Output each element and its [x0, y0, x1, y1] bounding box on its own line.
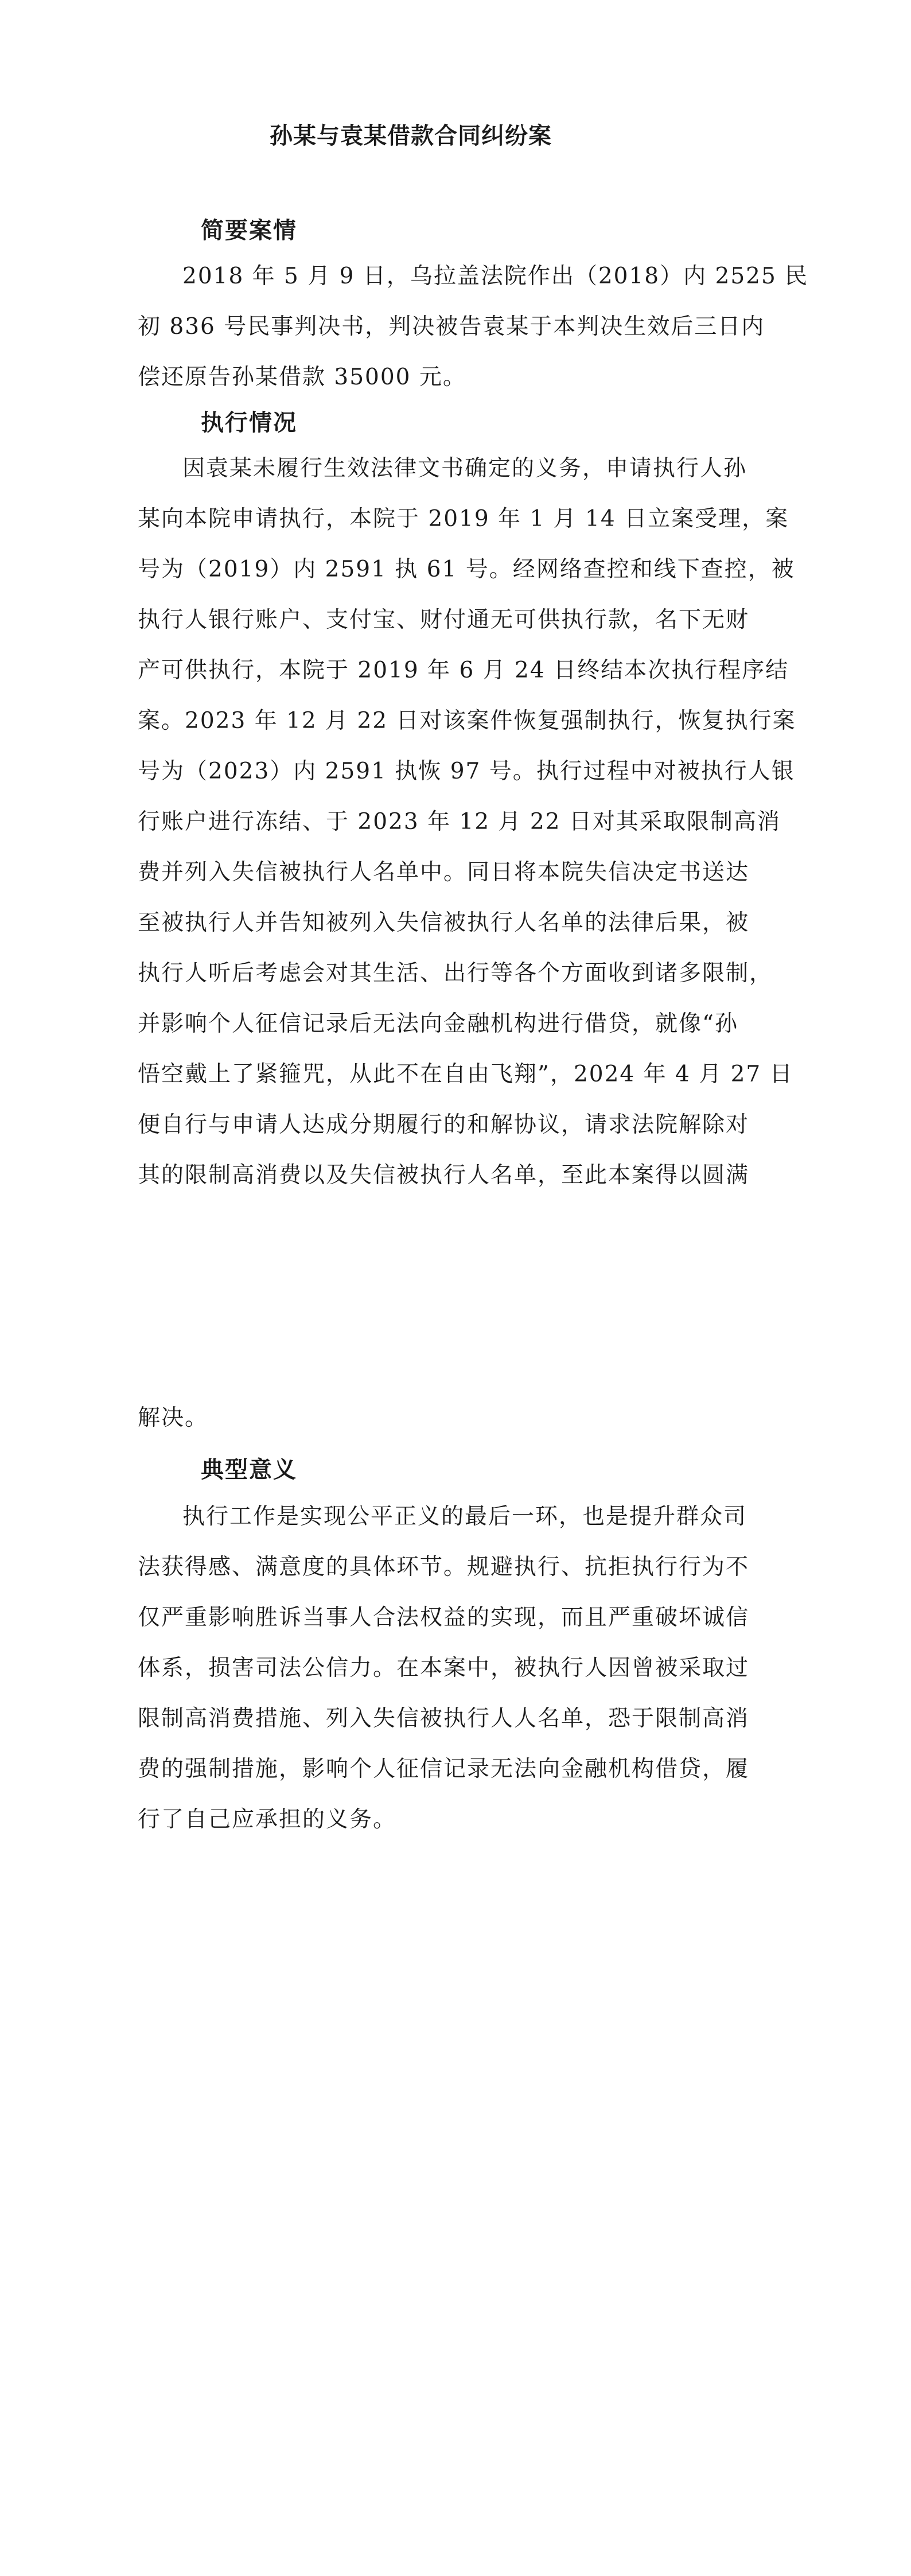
paragraph-line: 其的限制高消费以及失信被执行人名单，至此本案得以圆满: [138, 1162, 750, 1188]
section-heading-significance: 典型意义: [201, 1456, 297, 1483]
paragraph-line: 至被执行人并告知被列入失信被执行人名单的法律后果，被: [138, 910, 750, 936]
paragraph-line: 执行人听后考虑会对其生活、出行等各个方面收到诸多限制，: [138, 960, 773, 986]
section-body-significance: [138, 1492, 809, 1845]
section-body-brief-facts: [138, 251, 809, 403]
paragraph-line: 仅严重影响胜诉当事人合法权益的实现，而且严重破坏诚信: [138, 1605, 750, 1631]
paragraph-line: 便自行与申请人达成分期履行的和解协议，请求法院解除对: [138, 1112, 750, 1138]
paragraph-line: 限制高消费措施、列入失信被执行人人名单，恐于限制高消: [138, 1706, 750, 1731]
paragraph-line: 解决。: [138, 1405, 209, 1431]
paragraph-line: 执行人银行账户、支付宝、财付通无可供执行款，名下无财: [138, 607, 750, 633]
section-heading-execution: 执行情况: [201, 409, 297, 436]
section-body-execution: [138, 443, 809, 1201]
paragraph-line: 2018 年 5 月 9 日，乌拉盖法院作出（2018）内 2525 民: [182, 263, 809, 289]
document-title: 孙某与袁某借款合同纠纷案: [270, 122, 552, 149]
paragraph-line: 体系，损害司法公信力。在本案中，被执行人因曾被采取过: [138, 1655, 750, 1681]
paragraph-line: 并影响个人征信记录后无法向金融机构进行借贷，就像“孙: [138, 1011, 738, 1037]
paragraph-line: 产可供执行，本院于 2019 年 6 月 24 日终结本次执行程序结: [138, 657, 789, 683]
paragraph-line: 某向本院申请执行，本院于 2019 年 1 月 14 日立案受理，案: [138, 506, 789, 532]
paragraph-line: 初 836 号民事判决书，判决被告袁某于本判决生效后三日内: [138, 314, 765, 340]
paragraph-line: 号为（2023）内 2591 执恢 97 号。执行过程中对被执行人银: [138, 758, 795, 784]
paragraph-line: 法获得感、满意度的具体环节。规避执行、抗拒执行行为不: [138, 1554, 750, 1580]
paragraph-line: 号为（2019）内 2591 执 61 号。经网络查控和线下查控，被: [138, 557, 795, 582]
paragraph-line: 费并列入失信被执行人名单中。同日将本院失信决定书送达: [138, 859, 750, 885]
paragraph-line: 执行工作是实现公平正义的最后一环，也是提升群众司: [182, 1504, 748, 1530]
paragraph-line: 案。2023 年 12 月 22 日对该案件恢复强制执行，恢复执行案: [138, 708, 796, 734]
paragraph-line: 行账户进行冻结、于 2023 年 12 月 22 日对其采取限制高消: [138, 809, 781, 835]
paragraph-line: 因袁某未履行生效法律文书确定的义务，申请执行人孙: [182, 456, 748, 481]
paragraph-line: 悟空戴上了紧箍咒，从此不在自由飞翔”，2024 年 4 月 27 日: [138, 1061, 793, 1087]
paragraph-line: 偿还原告孙某借款 35000 元。: [138, 364, 466, 390]
section-body-execution-continued: [138, 1393, 809, 1443]
section-heading-brief-facts: 简要案情: [201, 217, 297, 244]
paragraph-line: 费的强制措施，影响个人征信记录无法向金融机构借贷，履: [138, 1756, 750, 1782]
paragraph-line: 行了自己应承担的义务。: [138, 1807, 397, 1832]
